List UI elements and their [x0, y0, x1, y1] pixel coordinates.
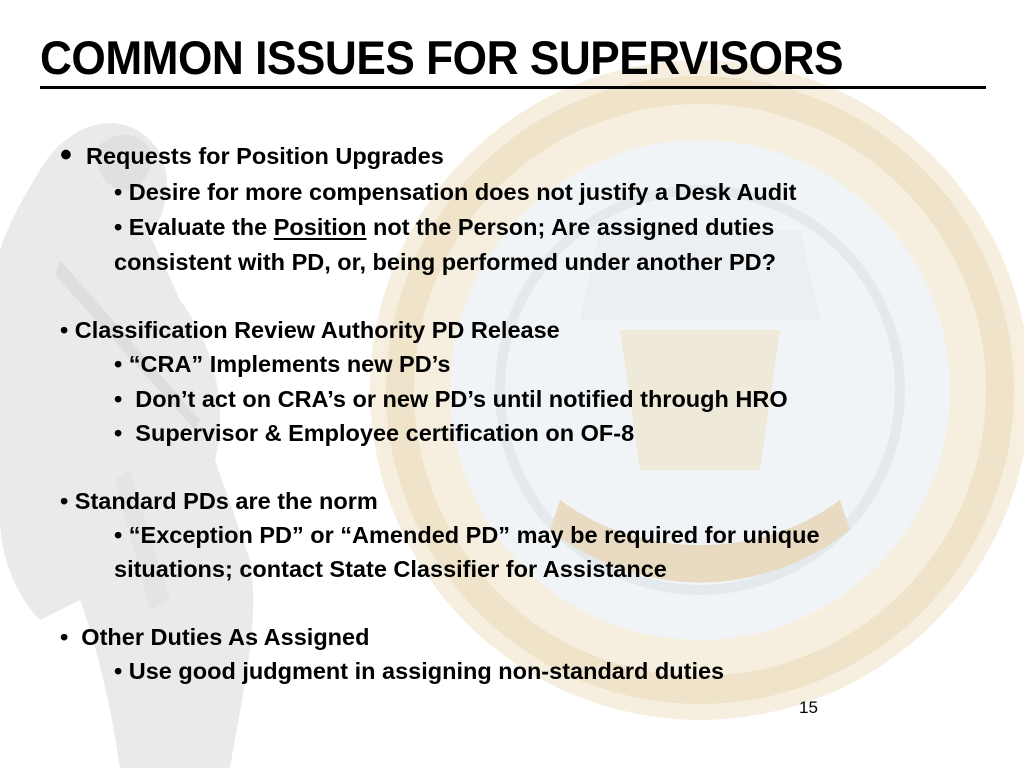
bullet-marker: •: [114, 214, 123, 240]
bullet-marker: •: [114, 386, 123, 412]
sub-bullet-text: Desire for more compensation does not justify a Desk Audit: [128, 179, 797, 205]
bullet-marker: •: [60, 136, 72, 174]
bullet-marker: •: [114, 351, 123, 377]
section-heading: [60, 136, 444, 174]
sub-bullet-text: Evaluate the: [128, 214, 274, 240]
section-heading: [60, 622, 369, 652]
bullet-marker: •: [114, 420, 123, 446]
bullet-marker: •: [60, 488, 69, 514]
section-heading-text: Other Duties As Assigned: [81, 624, 370, 650]
bullet-marker: •: [114, 179, 123, 205]
bullet-marker: •: [114, 522, 123, 548]
section-heading-text: Classification Review Authority PD Release: [74, 317, 560, 343]
sub-bullet-text: Use good judgment in assigning non-standard duties: [128, 658, 725, 684]
section-heading: [60, 486, 378, 516]
sub-bullet-text: “CRA” Implements new PD’s: [128, 351, 451, 377]
sub-bullet: [114, 384, 788, 414]
bullet-marker: •: [60, 317, 69, 343]
sub-bullet-text: not the Person; Are assigned duties: [366, 214, 775, 240]
underlined-word: Position: [273, 214, 367, 240]
section-heading-text: Standard PDs are the norm: [74, 488, 378, 514]
sub-bullet-continuation: consistent with PD, or, being performed under another PD?: [114, 249, 776, 275]
sub-bullet-text: Supervisor & Employee certification on OF-8: [135, 420, 635, 446]
sub-bullet-text: Don’t act on CRA’s or new PD’s until notified through HRO: [135, 386, 788, 412]
sub-bullet: [114, 520, 820, 550]
sub-bullet: [114, 418, 634, 448]
section-heading-text: Requests for Position Upgrades: [86, 143, 444, 169]
bullet-marker: •: [114, 658, 123, 684]
bullet-marker: •: [60, 624, 69, 650]
sub-bullet-text: “Exception PD” or “Amended PD” may be required for unique: [128, 522, 820, 548]
sub-bullet-continuation: situations; contact State Classifier for Assistance: [114, 556, 667, 582]
sub-bullet: [114, 177, 796, 207]
slide-title: COMMON ISSUES FOR SUPERVISORS: [40, 31, 844, 84]
sub-bullet: [114, 349, 450, 379]
section-heading: [60, 315, 560, 345]
sub-bullet: [114, 656, 724, 686]
title-underline: [40, 86, 986, 89]
page-number: 15: [799, 698, 818, 717]
sub-bullet: [114, 212, 774, 242]
